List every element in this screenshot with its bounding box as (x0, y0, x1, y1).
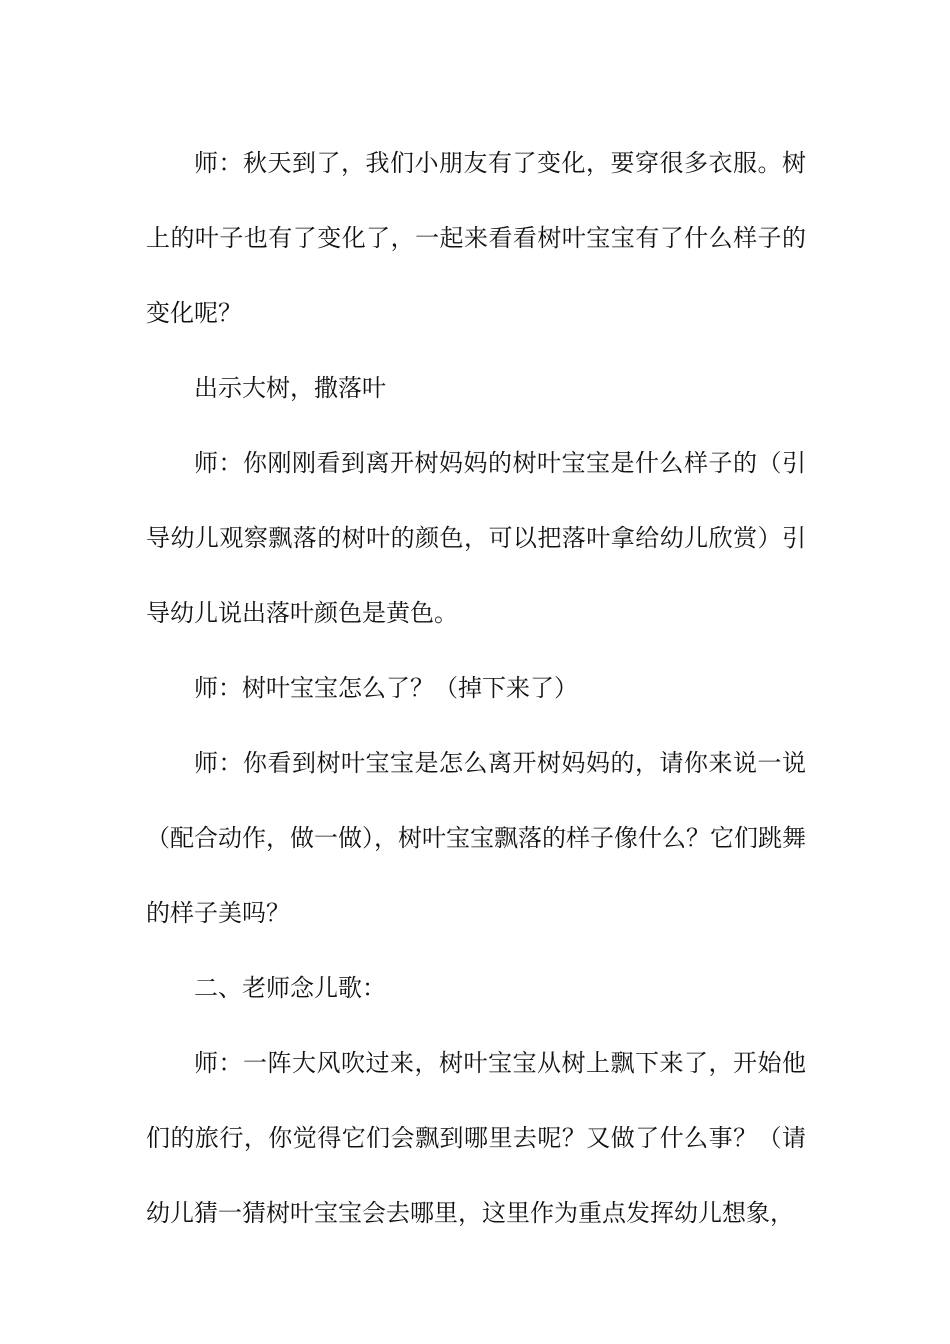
paragraph-show-tree: 出示大树，撒落叶 (194, 374, 386, 402)
document-body (146, 126, 806, 1251)
paragraph-leaf-color: 师：你刚刚看到离开树妈妈的树叶宝宝是什么样子的（引导幼儿观察飘落的树叶的颜色，可以把落叶拿给幼儿欣赏）引导幼儿说出落叶颜色是黄色。 (146, 449, 806, 627)
paragraph-section-heading: 二、老师念儿歌： (194, 974, 386, 1002)
paragraph-leaf-dance: 师：你看到树叶宝宝是怎么离开树妈妈的，请你来说一说（配合动作，做一做），树叶宝宝飘落的样子像什么？它们跳舞的样子美吗？ (146, 749, 806, 927)
paragraph-autumn-change: 师：秋天到了，我们小朋友有了变化，要穿很多衣服。树上的叶子也有了变化了，一起来看看树叶宝宝有了什么样子的变化呢？ (146, 149, 806, 327)
paragraph-leaf-journey: 师：一阵大风吹过来，树叶宝宝从树上飘下来了，开始他们的旅行，你觉得它们会飘到哪里去呢？又做了什么事？（请幼儿猜一猜树叶宝宝会去哪里，这里作为重点发挥幼儿想象， (146, 1049, 806, 1227)
paragraph-leaf-fell: 师：树叶宝宝怎么了？（掉下来了） (194, 674, 578, 702)
